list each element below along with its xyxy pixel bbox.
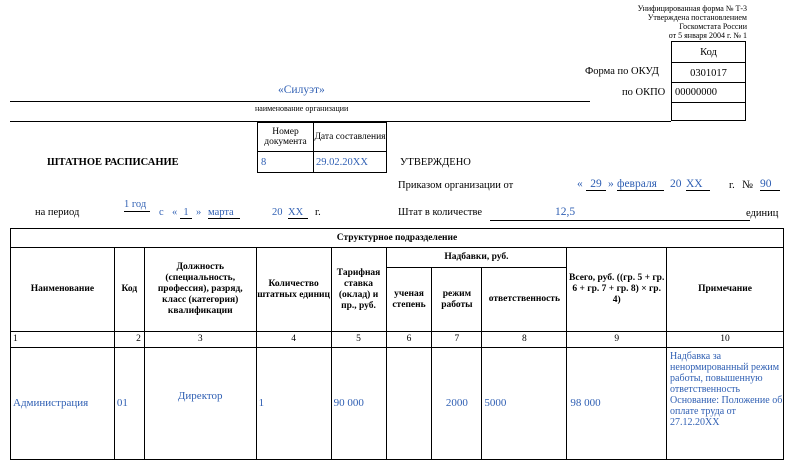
row-mode: 2000 — [432, 348, 482, 460]
okud-label: Форма по ОКУД — [585, 66, 659, 77]
col-num-4: 4 — [256, 332, 331, 348]
row-name: Администрация — [11, 348, 115, 460]
empty-code-cell — [671, 103, 746, 121]
col-mode: режим работы — [432, 268, 482, 332]
col-count: Количество штатных единиц — [256, 248, 331, 332]
col-allowances: Надбавки, руб. — [386, 248, 567, 268]
order-day: 29 — [586, 178, 606, 191]
staff-underline — [490, 220, 750, 221]
order-label: Приказом организации от — [398, 180, 514, 191]
order-year: XX — [686, 178, 710, 191]
order-year-suffix: г. — [729, 180, 735, 191]
col-num-7: 7 — [432, 332, 482, 348]
col-num-3: 3 — [144, 332, 256, 348]
table-row — [11, 348, 784, 460]
col-note: Примечание — [667, 248, 784, 332]
col-rate: Тарифная ставка (оклад) и пр., руб. — [331, 248, 386, 332]
col-num-1: 1 — [11, 332, 115, 348]
order-number-value: 90 — [760, 178, 780, 191]
order-month: февраля — [617, 178, 664, 191]
period-label: на период — [35, 207, 80, 218]
col-num-9: 9 — [567, 332, 667, 348]
doc-date-header: Дата составления — [313, 122, 387, 152]
col-degree: ученая степень — [386, 268, 432, 332]
period-year-prefix: 20 — [272, 207, 283, 218]
col-num-5: 5 — [331, 332, 386, 348]
col-name: Наименование — [11, 248, 115, 332]
row-code: 01 — [114, 348, 144, 460]
approved-label: УТВЕРЖДЕНО — [400, 157, 471, 168]
col-num-6: 6 — [386, 332, 432, 348]
okpo-label: по ОКПО — [622, 87, 666, 98]
col-resp: ответственность — [482, 268, 567, 332]
form-header-line3: Госкомстата России — [679, 22, 747, 31]
doc-number-value: 8 — [257, 151, 314, 173]
period-year-suffix: г. — [315, 207, 321, 218]
col-position: Должность (специальность, профессия), разряд, класс (категория) квалификации — [144, 248, 256, 332]
order-quote-open: « — [577, 178, 583, 190]
staff-label: Штат в количестве — [398, 207, 483, 218]
code-header: Код — [671, 41, 746, 63]
organization-caption: наименование организации — [255, 104, 349, 113]
dept-header: Структурное подразделение — [11, 229, 784, 248]
row-degree — [386, 348, 432, 460]
order-number-label: № — [742, 179, 753, 191]
form-header-line4: от 5 января 2004 г. № 1 — [668, 31, 747, 40]
okud-value: 0301017 — [671, 62, 746, 83]
organization-name: «Силуэт» — [278, 84, 325, 96]
order-year-prefix: 20 — [670, 178, 682, 190]
col-total: Всего, руб. ((гр. 5 + гр. 6 + гр. 7 + гр. 8) × гр. 4) — [567, 248, 667, 332]
period-day: 1 — [180, 207, 192, 219]
row-count: 1 — [256, 348, 331, 460]
col-code: Код — [114, 248, 144, 332]
units-label: единиц — [746, 208, 779, 219]
form-header — [638, 4, 747, 40]
col-num-2: 2 — [114, 332, 144, 348]
form-header-line2: Утверждена постановлением — [647, 13, 747, 22]
period-value: 1 год — [124, 199, 150, 212]
col-num-8: 8 — [482, 332, 567, 348]
document-title: ШТАТНОЕ РАСПИСАНИЕ — [47, 157, 179, 168]
period-month: марта — [208, 207, 240, 219]
doc-number-header: Номер документа — [257, 122, 314, 152]
period-from: с — [159, 207, 164, 218]
doc-date-value: 29.02.20XX — [313, 151, 387, 173]
organization-line — [10, 101, 590, 102]
period-quote-open: « — [172, 207, 178, 218]
period-year: XX — [288, 207, 308, 219]
column-numbers-row — [11, 332, 784, 348]
order-quote-close: » — [608, 178, 614, 190]
staff-table — [10, 228, 784, 460]
form-header-line1: Унифицированная форма № Т-3 — [637, 4, 747, 13]
col-num-10: 10 — [667, 332, 784, 348]
okpo-value: 00000000 — [671, 82, 746, 103]
header-row-1 — [11, 248, 784, 268]
row-note: Надбавка за ненормированный режим работы, повышенную ответственность Основание: Положение об оплате труда от 27.12.20XX — [667, 348, 784, 460]
row-total: 98 000 — [567, 348, 667, 460]
row-resp: 5000 — [482, 348, 567, 460]
staff-value: 12,5 — [555, 206, 576, 218]
row-position: Директор — [144, 348, 256, 460]
dept-header-row — [11, 229, 784, 248]
period-quote-close: » — [196, 207, 202, 218]
row-rate: 90 000 — [331, 348, 386, 460]
